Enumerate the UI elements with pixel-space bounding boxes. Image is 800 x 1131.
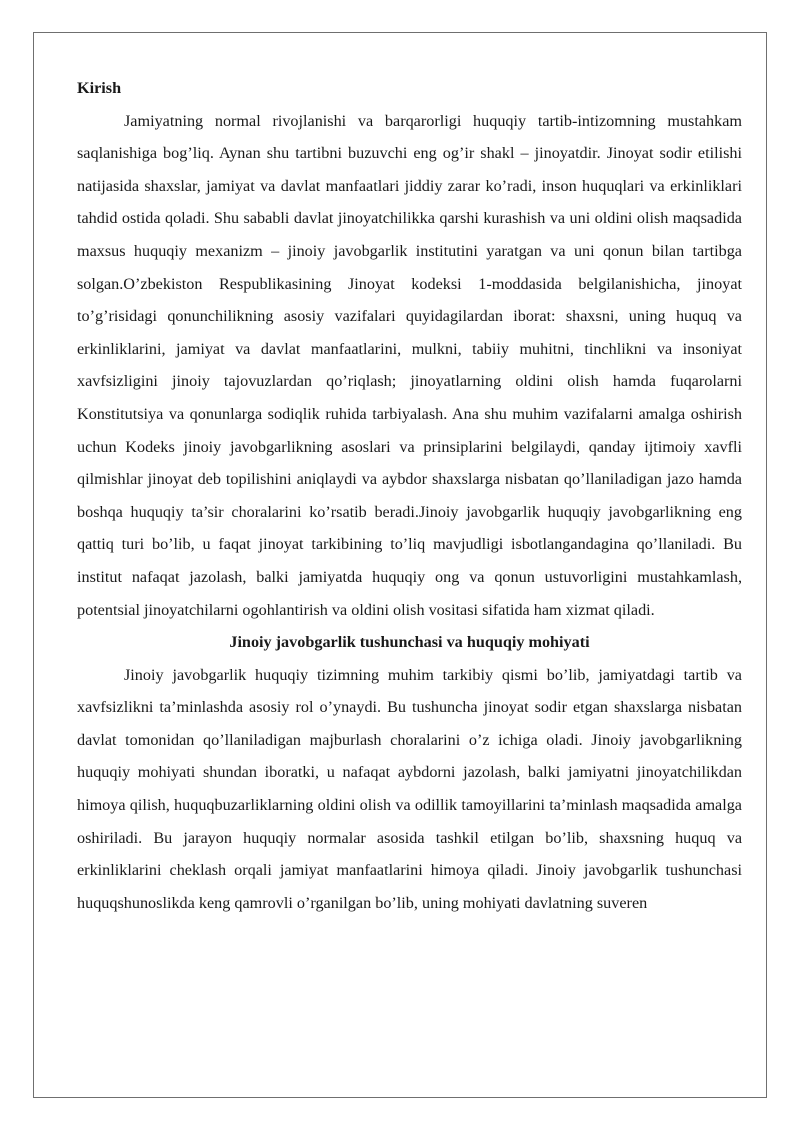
intro-heading: Kirish bbox=[77, 79, 122, 97]
intro-paragraph: Jamiyatning normal rivojlanishi va barqarorligi huquqiy tartib-intizomning mustahkam saqlanishiga bog’liq. Aynan shu tartibni buzuvchi eng og’ir shakl – jinoyatdir. Jinoyat sodir etilishi natijasida shaxslar, jamiyat va davlat manfaatlari jiddiy zarar ko’radi, inson huquqlari va erkinliklari tahdid ostida qoladi. Shu sababli davlat jinoyatchilikka qarshi kurashish va uni oldini olish maqsadida maxsus huquqiy mexanizm – jinoiy javobgarlik institutini yaratgan va uni qonun bilan tartibga solgan.O’zbekiston Respublikasining Jinoyat kodeksi 1-moddasida belgilanishicha, jinoyat to’g’risidagi qonunchilikning asosiy vazifalari quyidagilardan iborat: shaxsni, uning huquq va erkinliklarini, jamiyat va davlat manfaatlarini, mulkni, tabiiy muhitni, tinchlikni va insoniyat xavfsizligini jinoiy tajovuzlardan qo’riqlash; jinoyatlarning oldini olish hamda fuqarolarni Konstitutsiya va qonunlarga sodiqlik ruhida tarbiyalash. Ana shu muhim vazifalarni amalga oshirish uchun Kodeks jinoiy javobgarlikning asoslari va prinsiplarini belgilaydi, qanday ijtimoiy xavfli qilmishlar jinoyat deb topilishini aniqlaydi va aybdor shaxslarga nisbatan qo’llaniladigan jazo hamda boshqa huquqiy ta’sir choralarini ko’rsatib beradi.Jinoiy javobgarlik huquqiy javobgarlikning eng qattiq turi bo’lib, u faqat jinoyat tarkibining to’liq mavjudligi isbotlangandagina qo’llaniladi. Bu institut nafaqat jazolash, balki jamiyatda huquqiy ong va qonun ustuvorligini mustahkamlash, potentsial jinoyatchilarni ogohlantirish va oldini olish vositasi sifatida ham xizmat qiladi. bbox=[77, 111, 742, 619]
section-paragraph: Jinoiy javobgarlik huquqiy tizimning muhim tarkibiy qismi bo’lib, jamiyatdagi tartib va xavfsizlikni ta’minlashda asosiy rol o’ynaydi. Bu tushuncha jinoyat sodir etgan shaxslarga nisbatan davlat tomonidan qo’llaniladigan majburlash choralarini o’z ichiga oladi. Jinoiy javobgarlikning huquqiy mohiyati shundan iboratki, u nafaqat aybdorni jazolash, balki jamiyatni jinoyatchilikdan himoya qilish, huquqbuzarliklarning oldini olish va odillik tamoyillarini ta’minlash maqsadida amalga oshiriladi. Bu jarayon huquqiy normalar asosida tashkil etilgan bo’lib, shaxsning huquq va erkinliklarini cheklash orqali jamiyat manfaatlarini himoya qiladi. Jinoiy javobgarlik tushunchasi huquqshunoslikda keng qamrovli o’rganilgan bo’lib, uning mohiyati davlatning suveren bbox=[77, 665, 742, 912]
section-heading: Jinoiy javobgarlik tushunchasi va huquqiy mohiyati bbox=[229, 633, 590, 652]
document-body bbox=[77, 72, 742, 919]
